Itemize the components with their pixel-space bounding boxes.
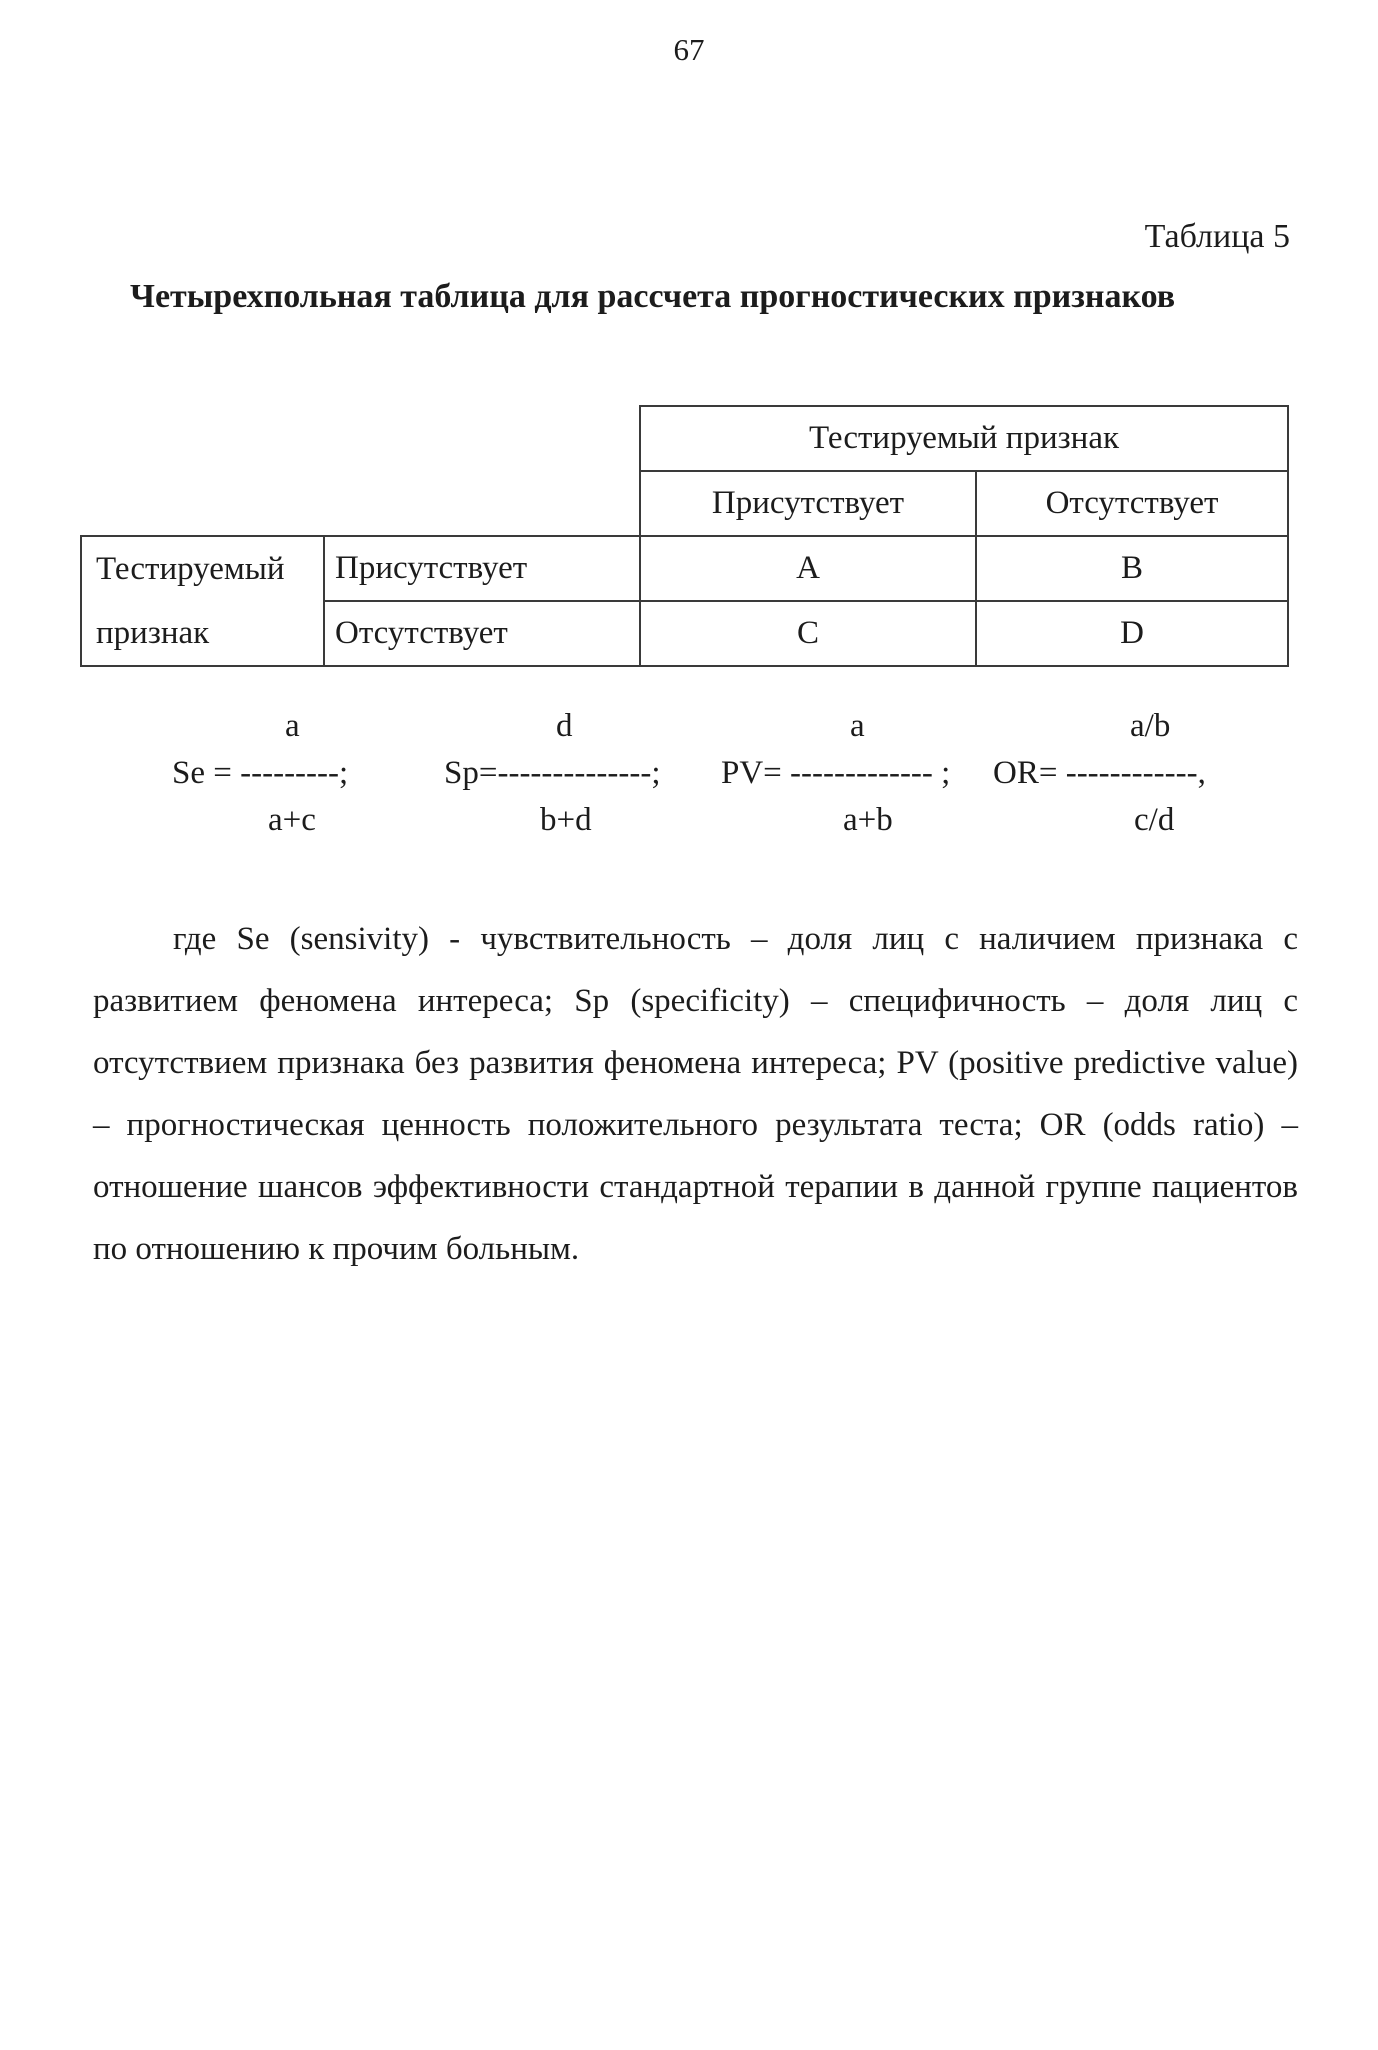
sp-formula: Sp=--------------;	[444, 755, 661, 791]
pv-denominator: a+b	[843, 802, 893, 838]
sp-denominator: b+d	[540, 802, 592, 838]
page-number: 67	[673, 32, 705, 67]
se-formula: Se = ---------;	[172, 755, 349, 791]
row-label-present: Присутствует	[324, 536, 640, 601]
header-absent: Отсутствует	[976, 471, 1288, 536]
table-label: Таблица 5	[1144, 218, 1290, 255]
or-numerator: a/b	[1130, 708, 1171, 744]
formulas-block	[0, 708, 1378, 848]
fourfold-table	[80, 405, 1289, 667]
cell-d: D	[976, 601, 1288, 666]
se-denominator: a+c	[268, 802, 316, 838]
pv-numerator: a	[850, 708, 865, 744]
row-label-absent: Отсутствует	[324, 601, 640, 666]
empty-corner-cell	[81, 471, 324, 536]
or-formula: OR= ------------,	[993, 755, 1206, 791]
empty-corner-cell	[324, 406, 640, 471]
body-paragraph: где Se (sensivity) - чувствительность – доля лиц с наличием признака с развитием феномена интереса; Sp (specificity) – специфичность – доля лиц с отсутствием признака без развития феномена интереса; PV (positive predictive value) – прогностическая ценность положительного результата теста; OR (odds ratio) – отношение шансов эффективности стандартной терапии в данной группе пациентов по отношению к прочим больным.	[93, 921, 1298, 1267]
sp-numerator: d	[556, 708, 573, 744]
cell-a: A	[640, 536, 976, 601]
table-row	[81, 536, 1288, 601]
table-row	[81, 601, 1288, 666]
row-group-label-line1: Тестируемый	[81, 536, 324, 601]
empty-corner-cell	[81, 406, 324, 471]
table-header-row	[81, 406, 1288, 471]
empty-corner-cell	[324, 471, 640, 536]
pv-formula: PV= ------------- ;	[721, 755, 951, 791]
header-testable-feature: Тестируемый признак	[640, 406, 1288, 471]
se-numerator: a	[285, 708, 300, 744]
or-denominator: c/d	[1134, 802, 1175, 838]
cell-c: C	[640, 601, 976, 666]
header-present: Присутствует	[640, 471, 976, 536]
cell-b: B	[976, 536, 1288, 601]
row-group-label-line2: признак	[81, 601, 324, 666]
table-title: Четырехпольная таблица для рассчета прогностических признаков	[130, 278, 1176, 315]
table-subheader-row	[81, 471, 1288, 536]
